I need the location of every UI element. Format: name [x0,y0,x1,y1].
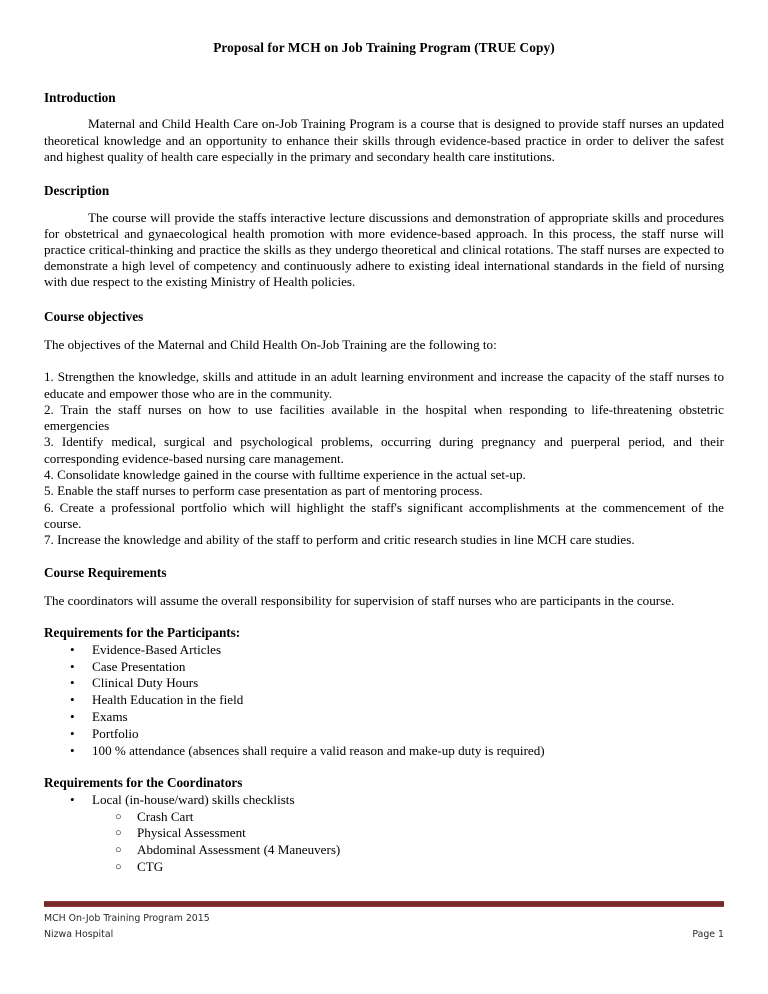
footer-content [44,911,724,942]
list-item-label: Evidence-Based Articles [92,641,222,657]
list-item-label: Local (in-house/ward) skills checklists [92,791,295,807]
bullet-icon: • [70,742,75,758]
footer-program-label: MCH On-Job Training Program 2015 [44,913,210,924]
introduction-body: Maternal and Child Health Care on-Job Training Program is a course that is designed to provide staff nurses an updated theoretical knowledge and an opportunity to enhance their skills through evidence-based practice in order to deliver the safest and highest quality of health care especially in the primary and secondary health care institutions. [44,116,724,164]
sub-list-item [44,809,724,826]
sub-list-item [44,859,724,876]
objective-item: 1. Strengthen the knowledge, skills and attitude in an adult learning environment and increase the capacity of the staff nurses to educate and empower those who are in the community. [44,369,724,401]
circle-bullet-icon: ○ [115,810,122,823]
section-heading-description: Description [44,183,110,199]
objective-item: 7. Increase the knowledge and ability of the staff to perform and critic research studies in line MCH care studies. [44,532,635,548]
bullet-icon: • [70,675,75,691]
list-item-label: Case Presentation [92,658,186,674]
coordinators-skills-checklist-sublist [44,809,724,876]
footer-page-number: Page 1 [692,928,724,940]
bullet-icon: • [70,641,75,657]
list-item [44,642,724,659]
circle-bullet-icon: ○ [115,827,122,840]
participants-requirements-list [44,642,724,760]
course-objectives-list [44,369,724,548]
list-item [44,792,724,809]
description-body: The course will provide the staffs interactive lecture discussions and demonstration of appropriate skills and procedures for obstetrical and gynaecological health promotion with more evidence-based approach. In this process, the staff nurse will practice critical-thinking and practice the skills as they undergo theoretical and clinical rotations. The staff nurses are expected to demonstrate a high level of competency and continuously adhere to existing ideal international standards in the field of nursing with due respect to the existing Ministry of Health policies. [44,209,724,290]
list-item-label: Portfolio [92,725,139,741]
sub-list-item-label: Physical Assessment [137,825,246,841]
objective-item: 2. Train the staff nurses on how to use facilities available in the hospital when responding to life-threatening obstetric emergencies [44,401,724,434]
subsection-heading-coordinators: Requirements for the Coordinators [44,775,243,791]
footer-hospital-label: Nizwa Hospital [44,928,114,940]
section-heading-introduction: Introduction [44,89,116,105]
objective-item: 3. Identify medical, surgical and psychological problems, occurring during pregnancy and puerperal period, and their corresponding evidence-based nursing care management. [44,434,724,466]
circle-bullet-icon: ○ [115,861,122,874]
sub-list-item-label: CTG [137,859,164,875]
bullet-icon: • [70,725,75,741]
footer-divider [44,901,724,907]
section-heading-course-objectives: Course objectives [44,308,144,324]
list-item [44,726,724,743]
bullet-icon: • [70,658,75,674]
list-item [44,692,724,709]
footer-row-top [44,911,724,927]
sub-list-item-label: Crash Cart [137,808,194,824]
sub-list-item [44,825,724,842]
circle-bullet-icon: ○ [115,844,122,857]
sub-list-item-label: Abdominal Assessment (4 Maneuvers) [137,842,341,858]
objective-item: 4. Consolidate knowledge gained in the course with fulltime experience in the actual set-up. [44,467,526,483]
footer-row-bottom [44,927,724,943]
coordinators-requirements-list [44,792,724,809]
list-item [44,709,724,726]
page-title: Proposal for MCH on Job Training Program (TRUE Copy) [213,40,555,55]
bullet-icon: • [70,692,75,708]
bullet-icon: • [70,791,75,807]
list-item [44,659,724,676]
sub-list-item [44,842,724,859]
course-requirements-intro: The coordinators will assume the overall responsibility for supervision of staff nurses who are participants in the course. [44,593,675,609]
course-objectives-intro: The objectives of the Maternal and Child Health On-Job Training are the following to: [44,337,497,353]
list-item-label: Health Education in the field [92,692,244,708]
section-heading-course-requirements: Course Requirements [44,564,167,580]
subsection-heading-participants: Requirements for the Participants: [44,625,241,641]
objective-item: 6. Create a professional portfolio which will highlight the staff's significant accomplishments at the commencement of the course. [44,499,724,531]
list-item [44,675,724,692]
bullet-icon: • [70,708,75,724]
list-item [44,743,724,760]
page-footer [44,901,724,942]
objective-item: 5. Enable the staff nurses to perform case presentation as part of mentoring process. [44,483,483,499]
list-item-label: 100 % attendance (absences shall require a valid reason and make-up duty is required) [92,742,545,758]
list-item-label: Clinical Duty Hours [92,675,199,691]
list-item-label: Exams [92,708,128,724]
